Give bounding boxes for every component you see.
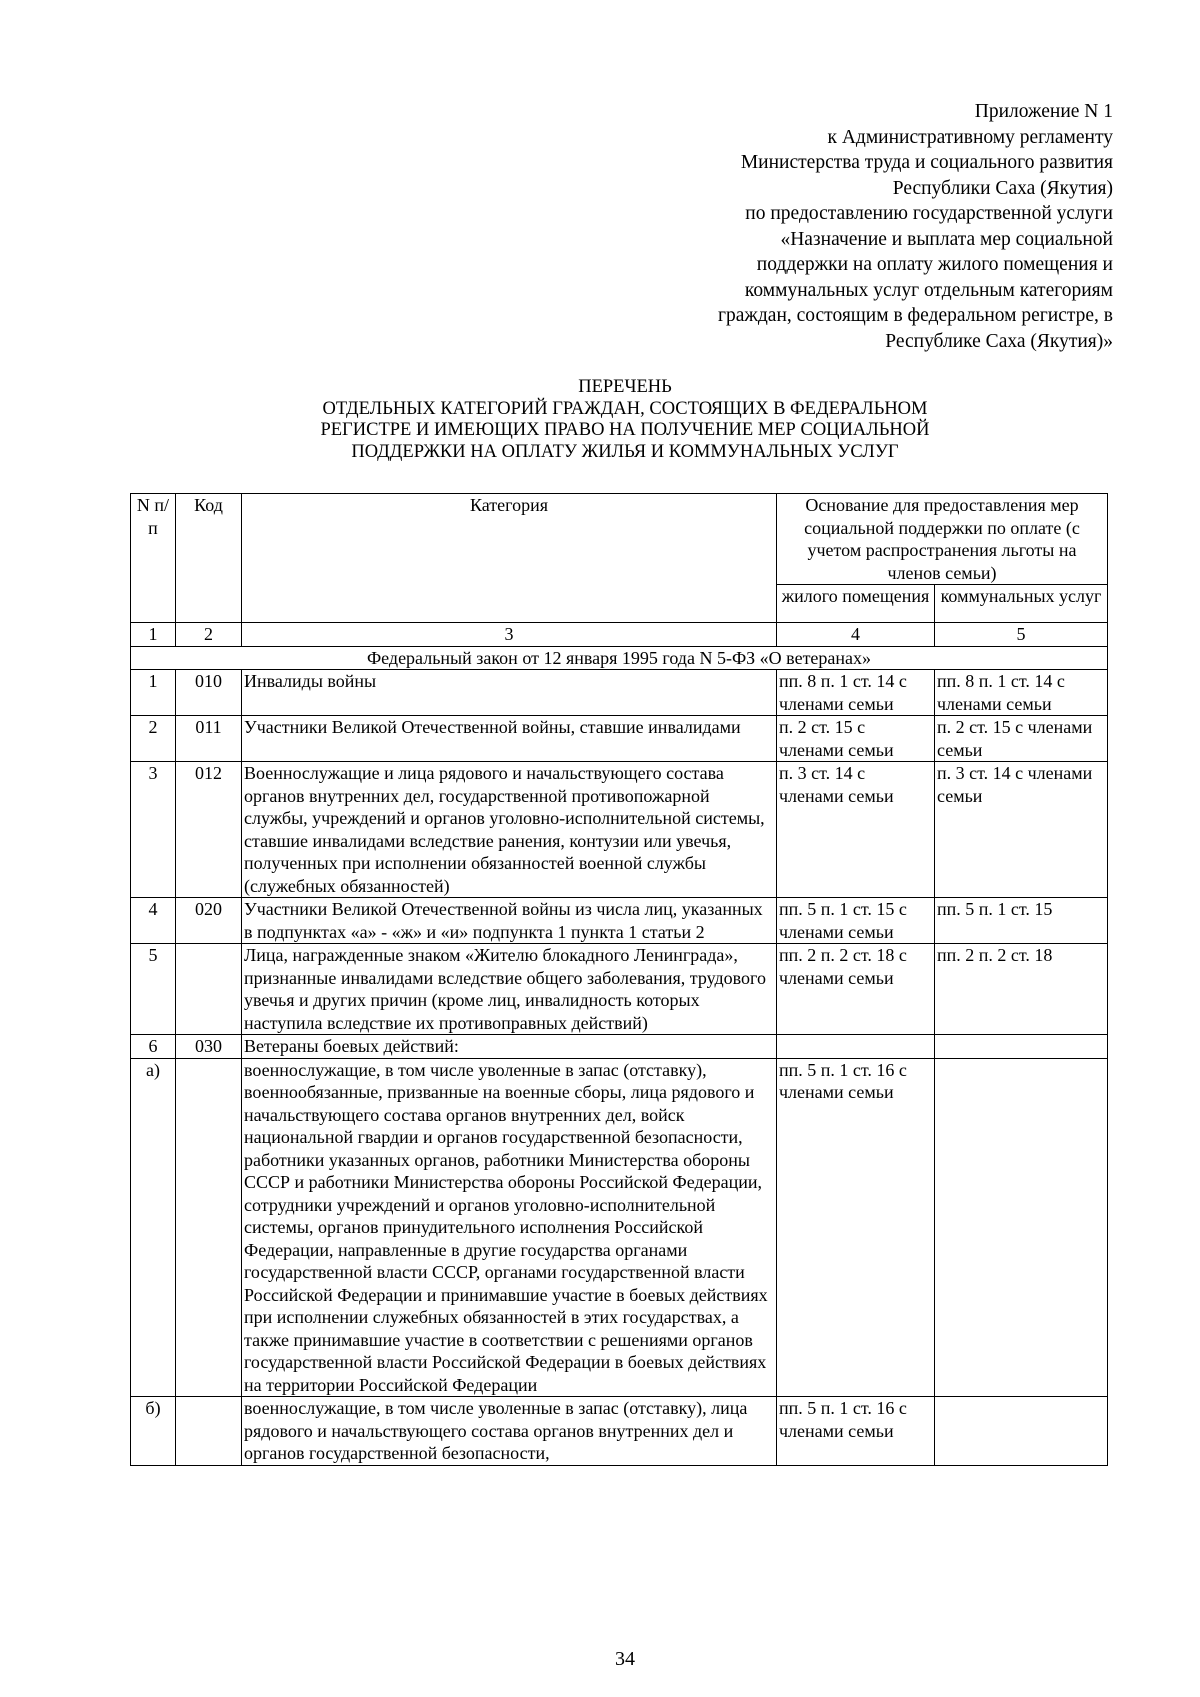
row-category: Лица, награжденные знаком «Жителю блокадного Ленинграда», признанные инвалидами вследствие общего заболевания, трудового увечья и других причин (кроме лиц, инвалидность которых наступила вследствие их противоправных действий) xyxy=(242,944,777,1035)
row-housing: п. 2 ст. 15 с членами семьи xyxy=(777,716,935,762)
row-category: военнослужащие, в том числе уволенные в запас (отставку), лица рядового и начальствующего состава органов внутренних дел и органов государственной безопасности, xyxy=(242,1397,777,1466)
row-utilities: пп. 2 п. 2 ст. 18 xyxy=(935,944,1108,1035)
row-category: Ветераны боевых действий: xyxy=(242,1035,777,1059)
appendix-line: Министерства труда и социального развития xyxy=(740,152,1113,173)
appendix-line: коммунальных услуг отдельным категориям xyxy=(744,279,1113,301)
title-line: ПЕРЕЧЕНЬ xyxy=(578,377,672,397)
section-row xyxy=(131,646,1108,670)
row-housing: пп. 5 п. 1 ст. 16 с членами семьи xyxy=(777,1058,935,1397)
row-code: 020 xyxy=(176,898,242,944)
row-utilities: пп. 5 п. 1 ст. 15 xyxy=(935,898,1108,944)
column-number-row xyxy=(131,623,1108,647)
column-number: 4 xyxy=(777,623,935,647)
table-row xyxy=(131,944,1108,1035)
row-code: 010 xyxy=(176,670,242,716)
header-housing: жилого помещения xyxy=(777,585,935,623)
table-row xyxy=(131,670,1108,716)
row-code: 012 xyxy=(176,762,242,898)
header-category: Категория xyxy=(242,494,777,623)
appendix-line: поддержки на оплату жилого помещения и xyxy=(756,254,1113,275)
table-row xyxy=(131,716,1108,762)
page-number: 34 xyxy=(615,1648,635,1670)
table-row xyxy=(131,898,1108,944)
appendix-line: Республике Саха (Якутия)» xyxy=(885,330,1113,352)
row-code: 011 xyxy=(176,716,242,762)
row-category: военнослужащие, в том числе уволенные в запас (отставку), военнообязанные, призванные на военные сборы, лица рядового и начальствующего состава органов внутренних дел, войск национальной гвардии и органов государственной безопасности, работники указанных органов, работники Министерства обороны СССР и работники Министерства обороны Российской Федерации, сотрудники учреждений и органов уголовно-исполнительной системы, органов принудительного исполнения Российской Федерации, направленные в другие государства органами государственной власти СССР, органами государственной власти Российской Федерации и принимавшие участие в боевых действиях при исполнении служебных обязанностей в этих государствах, а также принимавшие участие в соответствии с решениями органов государственной власти Российской Федерации в боевых действиях на территории Российской Федерации xyxy=(242,1058,777,1397)
row-num: 1 xyxy=(131,670,176,716)
row-housing: пп. 2 п. 2 ст. 18 с членами семьи xyxy=(777,944,935,1035)
categories-table xyxy=(130,493,1108,1466)
title-line: ОТДЕЛЬНЫХ КАТЕГОРИЙ ГРАЖДАН, СОСТОЯЩИХ В ФЕДЕРАЛЬНОМ xyxy=(322,398,928,419)
row-housing: пп. 8 п. 1 ст. 14 с членами семьи xyxy=(777,670,935,716)
section-title: Федеральный закон от 12 января 1995 года N 5-ФЗ «О ветеранах» xyxy=(131,646,1108,670)
table-row xyxy=(131,1397,1108,1466)
header-basis: Основание для предоставления мер социальной поддержки по оплате (с учетом распространения льготы на членов семьи) xyxy=(777,494,1108,585)
row-num: 3 xyxy=(131,762,176,898)
row-housing: п. 3 ст. 14 с членами семьи xyxy=(777,762,935,898)
title-line: РЕГИСТРЕ И ИМЕЮЩИХ ПРАВО НА ПОЛУЧЕНИЕ МЕР СОЦИАЛЬНОЙ xyxy=(320,420,930,440)
row-num: б) xyxy=(131,1397,176,1466)
row-utilities xyxy=(935,1058,1108,1397)
table-row xyxy=(131,762,1108,898)
row-category: Участники Великой Отечественной войны из числа лиц, указанных в подпунктах «а» - «ж» и «и» подпункта 1 пункта 1 статьи 2 xyxy=(242,898,777,944)
row-code xyxy=(176,1397,242,1466)
appendix-line: «Назначение и выплата мер социальной xyxy=(780,228,1113,250)
row-utilities: п. 2 ст. 15 с членами семьи xyxy=(935,716,1108,762)
header-code: Код xyxy=(176,494,242,623)
row-category: Инвалиды войны xyxy=(242,670,777,716)
column-number: 1 xyxy=(131,623,176,647)
row-housing xyxy=(777,1035,935,1059)
row-utilities xyxy=(935,1035,1108,1059)
row-code xyxy=(176,944,242,1035)
row-utilities: пп. 8 п. 1 ст. 14 с членами семьи xyxy=(935,670,1108,716)
row-housing: пп. 5 п. 1 ст. 16 с членами семьи xyxy=(777,1397,935,1466)
row-housing: пп. 5 п. 1 ст. 15 с членами семьи xyxy=(777,898,935,944)
appendix-line: к Административному регламенту xyxy=(827,126,1113,148)
row-num: 4 xyxy=(131,898,176,944)
appendix-line: Приложение N 1 xyxy=(974,101,1113,122)
row-category: Участники Великой Отечественной войны, ставшие инвалидами xyxy=(242,716,777,762)
appendix-line: по предоставлению государственной услуги xyxy=(745,203,1113,224)
column-number: 3 xyxy=(242,623,777,647)
row-code: 030 xyxy=(176,1035,242,1059)
column-number: 2 xyxy=(176,623,242,647)
row-category: Военнослужащие и лица рядового и начальствующего состава органов внутренних дел, государственной противопожарной службы, учреждений и органов уголовно-исполнительной системы, ставшие инвалидами вследствие ранения, контузии или увечья, полученных при исполнении обязанностей военной службы (служебных обязанностей) xyxy=(242,762,777,898)
appendix-line: граждан, состоящим в федеральном регистре, в xyxy=(718,305,1113,326)
appendix-line: Республики Саха (Якутия) xyxy=(892,177,1113,199)
row-num: а) xyxy=(131,1058,176,1397)
document-title xyxy=(0,377,1200,463)
row-utilities: п. 3 ст. 14 с членами семьи xyxy=(935,762,1108,898)
row-utilities xyxy=(935,1397,1108,1466)
table-row xyxy=(131,1058,1108,1397)
header-utilities: коммунальных услуг xyxy=(935,585,1108,623)
column-number: 5 xyxy=(935,623,1108,647)
title-line: ПОДДЕРЖКИ НА ОПЛАТУ ЖИЛЬЯ И КОММУНАЛЬНЫХ УСЛУГ xyxy=(351,441,899,462)
row-num: 2 xyxy=(131,716,176,762)
table-row xyxy=(131,1035,1108,1059)
appendix-header xyxy=(553,99,1113,354)
header-num: N п/п xyxy=(131,494,176,623)
row-num: 6 xyxy=(131,1035,176,1059)
row-code xyxy=(176,1058,242,1397)
table-header-row xyxy=(131,494,1108,585)
row-num: 5 xyxy=(131,944,176,1035)
